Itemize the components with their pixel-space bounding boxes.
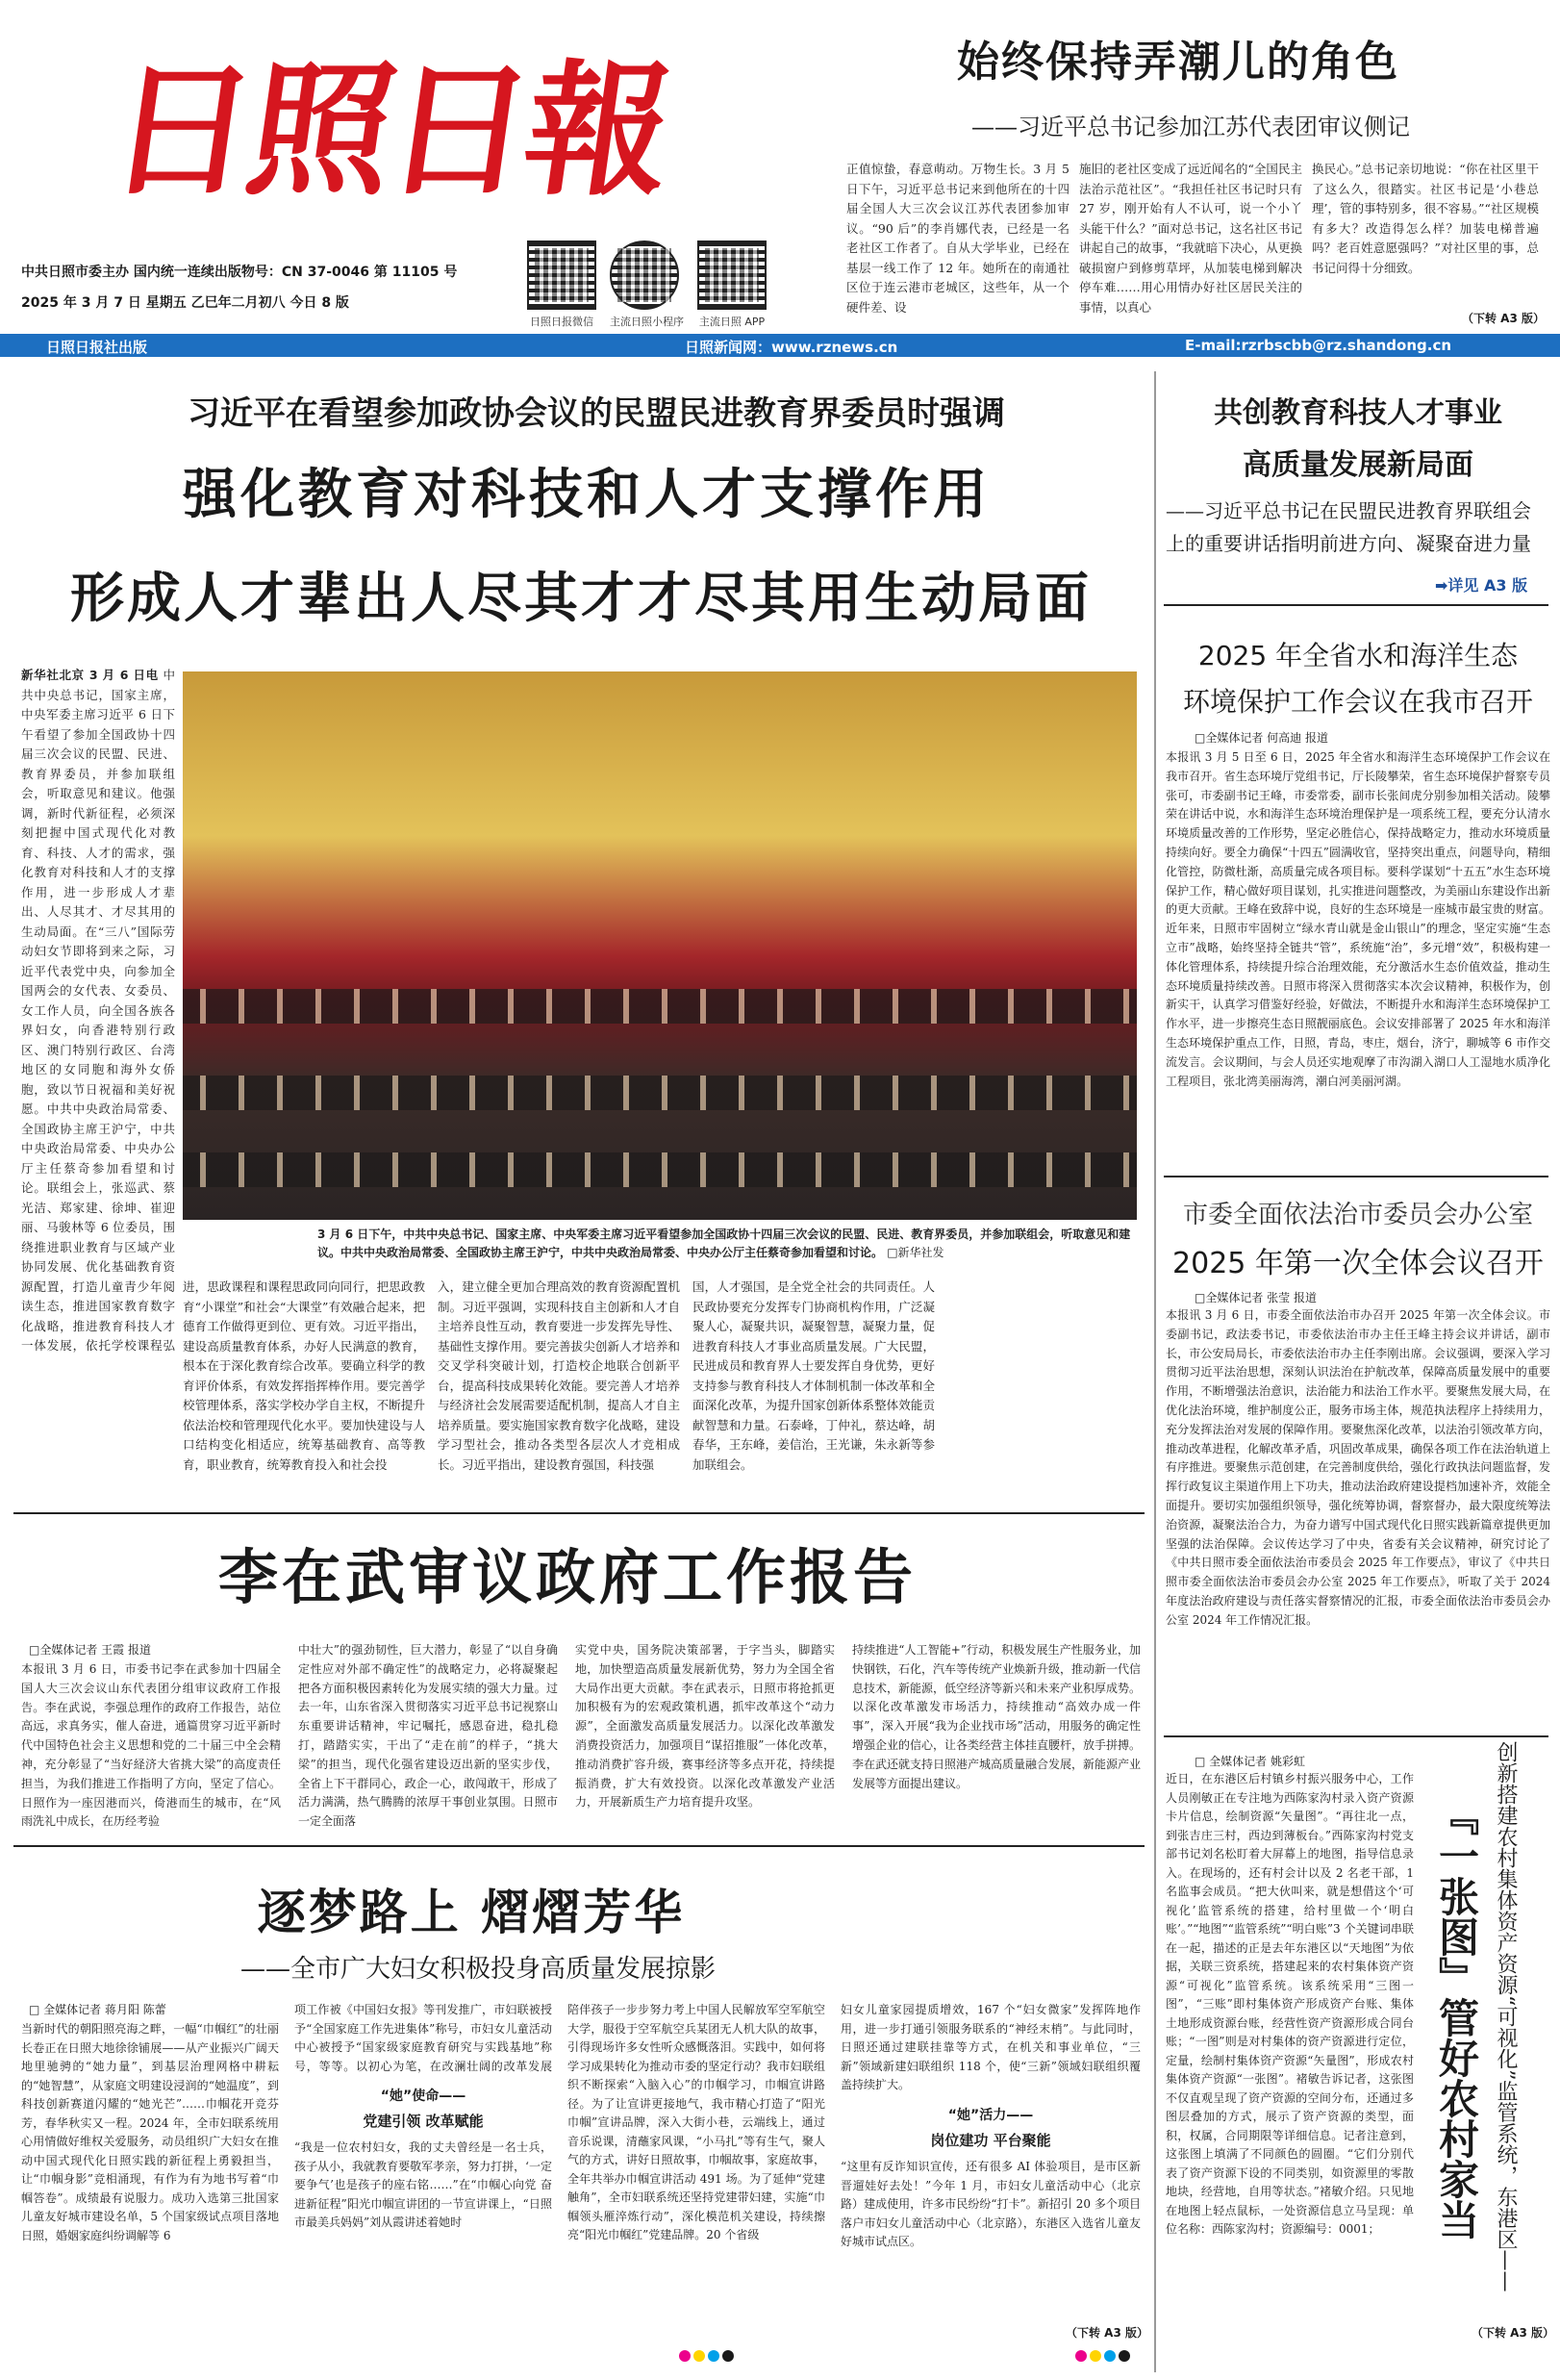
- lead-headline-2: 形成人才辈出人尽其才才尽其用生动局面: [70, 568, 1092, 630]
- top-story-col1: 正值惊蛰，春意萌动。万物生长。3 月 5 日下午，习近平总书记来到他所在的十四届全国人大三次会议江苏代表团参加审议。“90 后”的李肖娜代表，已经是一名老社区工作者了。自从大学毕业，已经在基层一线工作了 12 年。她所在的南通社区位于连云港市老城区，这些年，从一个硬件差、设: [846, 162, 1069, 315]
- qr-wechat[interactable]: [527, 241, 596, 329]
- feature-subhead: ——习近平总书记在民盟民进教育界联组会上的重要讲话指明前进方向、凝聚奋进力量: [1166, 499, 1531, 555]
- report-headline: 李在武审议政府工作报告: [217, 1542, 917, 1612]
- lead-col-a: 进，思政课程和课程思政同向同行，把思政教育“小课堂”和社会“大课堂”有效融合起来，把德育工作做得更到位、更有效。习近平指出，建设高质量教育体系，办好人民满意的教育，根本在于深化教育综合改革。要确立科学的教育评价体系，有效发挥指挥棒作用。要完善学校管理体系，落实学校办学自主权，不断提升依法治校和管理现代化水平。要加快建设与人口结构变化相适应，统筹基础教育、高等教育，职业教育，统筹教育投入和社会投: [183, 1279, 425, 1472]
- asset-vertical-subtitle: 创新搭建农村集体资产资源“可视化”监管系统，东港区——: [1494, 1741, 1518, 2292]
- qr-caption: 主流日照小程序: [610, 316, 684, 328]
- info-bar-publisher: 日照日报社出版: [46, 339, 148, 356]
- dream-col4-text: “这里有反诈知识宣传，还有很多 AI 体验项目，是市区新晋遛娃好去处！”今年 1 月，市妇女儿童活动中心（北京路）建成使用，许多市民纷纷“打卡”。新招引 20 多个项目落户市妇女儿童活动中心（北京路），东港区入选省儿童友好城市试点区。: [841, 2160, 1141, 2248]
- divider: [13, 1845, 1145, 1847]
- lead-headline-1: 强化教育对科技和人才支撑作用: [183, 464, 991, 526]
- black-dot-icon: [722, 2350, 734, 2362]
- dream-continue[interactable]: （下转 A3 版）: [1066, 2326, 1148, 2340]
- lead-dateline: 新华社北京 3 月 6 日电: [21, 668, 159, 682]
- lead-col-b: 入，建立健全更加合理高效的教育资源配置机制。习近平强调，实现科技自主创新和人才自主培养良性互动，教育要进一步发挥先导性、基础性支撑作用。要完善拔尖创新人才培养和交叉学科突破计划，打造校企地联合创新平台，提高科技成果转化效能。要完善人才培养与经济社会发展需要适配机制，提高人才自主培养质量。要实施国家教育数字化战略，建设学习型社会，推动各类型各层次人才竞相成长。习近平指出，建设教育强国，科技强: [438, 1279, 680, 1472]
- dream-subsection-title: “她”活力——: [947, 2108, 1034, 2123]
- report-byline: □全媒体记者 王霞 报道: [29, 1643, 151, 1657]
- divider: [1164, 1735, 1548, 1737]
- cyan-dot-icon: [708, 2350, 719, 2362]
- column-divider: [1154, 371, 1156, 2372]
- yellow-dot-icon: [693, 2350, 705, 2362]
- dream-col2: [294, 2001, 552, 2320]
- top-story-col3: 换民心。”总书记亲切地说：“你在社区里干了这么久，很踏实。社区书记是‘小巷总理’，管的事特别多，很不容易。”“社区规模有多大？改造得怎么样？加装电梯普遍吗？老百姓意愿强吗？”对社区里的事，总书记问得十分细致。: [1312, 162, 1539, 275]
- dream-col4: [841, 2001, 1141, 2320]
- feature-see-more-link[interactable]: ➡详见 A3 版: [1435, 576, 1528, 595]
- lead-col-c: 国，人才强国，是全党全社会的共同责任。人民政协要充分发挥专门协商机构作用，广泛凝聚人心，凝聚共识，凝聚智慧，凝聚力量，促进教育科技人才事业高质量发展。广大民盟，民进成员和教育界人士要发挥自身优势，更好支持参与教育科技人才体制机制一体改革和全面深化改革，为提升国家创新体系整体效能贡献智慧和力量。石泰峰，丁仲礼，蔡达峰，胡春华，王东峰，姜信治，王光谦，朱永新等参加联组会。: [692, 1279, 935, 1472]
- qr-caption: 日照日报微信: [530, 316, 593, 328]
- divider: [13, 1512, 1145, 1514]
- lead-kicker: 习近平在看望参加政协会议的民盟民进教育界委员时强调: [188, 394, 1005, 433]
- color-registration-marks: [679, 2347, 737, 2366]
- info-bar-email[interactable]: E-mail:rzrbscbb@rz.shandong.cn: [1185, 337, 1452, 354]
- lead-col1: [21, 666, 175, 1358]
- dream-col1: 当新时代的朝阳照亮海之畔，一幅“巾帼红”的壮丽长卷正在日照大地徐徐铺展——从产业振兴广阔天地里驰骋的“她力量”，到基层治理网格中耕耘的“她智慧”，从家庭文明建设浸润的“她温度”，到科技创新赛道闪耀的“她光芒”……巾帼花开竞芬芳，春华秋实又一程。2024 年，全市妇联系统用心用情做好维权关爱服务，动员组织广大妇女在推动中国式现代化日照实践的新征程上勇毅担当，让“巾帼身影”竞相涌现，有作为有为地书写着“巾帼答卷”。成绩最有说服力。成功入选第三批国家儿童友好城市建设名单，5 个国家级试点项目落地日照，婚姻家庭纠纷调解等 6: [21, 2022, 279, 2242]
- qr-miniapp[interactable]: [610, 241, 684, 329]
- magenta-dot-icon: [679, 2350, 691, 2362]
- photo-credit: □新华社发: [887, 1246, 944, 1259]
- yellow-dot-icon: [1090, 2350, 1101, 2362]
- lead-photo: [183, 671, 1137, 1220]
- dream-col2-text: 项工作被《中国妇女报》等刊发推广，市妇联被授予“全国家庭工作先进集体”称号，市妇女儿童活动中心被授予“国家级家庭教育研究与实践基地”称号，等等。以初心为笔，在改澜壮阔的改革发展: [294, 2003, 552, 2073]
- info-bar-website[interactable]: 日照新闻网：www.rznews.cn: [685, 339, 898, 356]
- feature-headline-1: 共创教育科技人才事业: [1214, 396, 1502, 430]
- report-col1: 本报讯 3 月 6 日，市委书记李在武参加十四届全国人大三次会议山东代表团分组审议政府工作报告。李在武说，李强总理作的政府工作报告，站位高远，求真务实，催人奋进，通篇贯穿习近平新时代中国特色社会主义思想和党的二十届三中全会精神，充分彰显了“当好経济大省挑大梁”的高度责任担当，为我们推进工作指明了方向，坚定了信心。日照作为一座因港而兴，倚港而生的城市，在“风雨洗礼中成长，在历经考验: [21, 1662, 281, 1829]
- black-dot-icon: [1119, 2350, 1130, 2362]
- dream-subhead: ——全市广大妇女积极投身高质量发展掠影: [240, 1955, 717, 1984]
- report-col4: 持续推进“人工智能+”行动，积极发展生产性服务业，加快钢铁，石化，汽车等传统产业焕新升级，推动新一代信息技术，新能源，低空经济等新兴和未来产业积厚成势。以深化改革激发市场活力，持续推动“高效办成一件事”，深入开展“我为企业找市场”活动，用服务的确定性增强企业的信心，让各类经营主体挂直腰杆，放手拼搏。李在武还就支持日照港产城高质量融合发展，新能源产业发展等方面提出建议。: [852, 1643, 1141, 1790]
- top-story-continue[interactable]: （下转 A3 版）: [1462, 312, 1545, 325]
- dream-subsection-title: 党建引领 改革赋能: [363, 2113, 484, 2130]
- top-story-col2: 施旧的老社区变成了远近闻名的“全国民主法治示范社区”。“我担任社区书记时只有 27 岁，刚开始有人不认可，说一个小丫头能干什么？”面对总书记，这名社区书记讲起自己的故事，“我就暗下决心，从更换破损窗户到修剪草坪，从加装电梯到解决停车难……用心用情办好社区居民关注的事情，以真心: [1079, 162, 1302, 315]
- date-line: 2025 年 3 月 7 日 星期五 乙巳年二月初八 今日 8 版: [21, 295, 349, 311]
- ocean-byline: □全媒体记者 何高迪 报道: [1195, 731, 1328, 745]
- dream-byline: □ 全媒体记者 蒋月阳 陈蕾: [29, 2003, 166, 2016]
- top-story-subhead: ——习近平总书记参加江苏代表团审议侧记: [971, 114, 1410, 140]
- ocean-headline-2: 环境保护工作会议在我市召开: [1182, 686, 1533, 718]
- qr-code-icon: [610, 241, 679, 310]
- divider: [1164, 1176, 1548, 1177]
- dream-col3: 陪伴孩子一步步努力考上中国人民解放军空军航空大学，服役于空军航空兵某团无人机大队的故事，引得现场许多女性听众感慨落泪。实践中，如何将学习成果转化为推动市委的坚定行动？我市妇联组织不断探索“入脑入心”的巾帼学习，巾帼宣讲路径。为了让宣讲更接地气，我市精心打造了“阳光巾帼”宣讲品牌，深入大街小巷，云端线上，通过音乐说课，清蘸家风课，“小马扎”等有生气，聚人气的方式，讲好日照故事，巾帼故事，家庭故事，全年共举办巾帼宣讲活动 491 场。为了延伸“党建触角”，全市妇联系统还坚持党建带妇建，实施“巾帼领头雁淬炼行动”，深化模范机关建设，持续擦亮“阳光巾帼红”党建品牌。20 个省级: [567, 2003, 825, 2241]
- qr-caption: 主流日照 APP: [698, 316, 766, 328]
- info-bar: [0, 334, 1560, 357]
- cyan-dot-icon: [1104, 2350, 1116, 2362]
- report-col3: 实党中央，国务院决策部署，于字当头，脚踏实地，加快塑造高质量发展新优势，努力为全国全省大局作出更大贡献。李在武表示，日照市将抢抓更加积极有为的宏观政策机遇，抓牢改革这个“动力源”，全面激发高质量发展活力。以深化改革激发消费投资活力，加强项目“谋招推服”一体化改革，推动消费扩容升级，赛事经济等多点开花，持续提振消费，扩大有效投资。以深化改革激发产业活力，开展新质生产力培育提升攻坚。: [575, 1643, 835, 1810]
- dream-headline: 逐梦路上 熠熠芳华: [257, 1885, 686, 1940]
- law-byline: □全媒体记者 张莹 报道: [1195, 1291, 1317, 1304]
- lead-photo-caption: [317, 1226, 1140, 1262]
- color-registration-marks: [1075, 2347, 1133, 2366]
- law-headline-1: 市委全面依法治市委员会办公室: [1182, 1201, 1533, 1229]
- ocean-body: 本报讯 3 月 5 日至 6 日，2025 年全省水和海洋生态环境保护工作会议在我市召开。省生态环境厅党组书记，厅长陵攀荣，省生态环境保护督察专员张可，市委副书记王峰，市委常委，副市长张间虎分别参加相关活动。陵攀荣在讲话中说，水和海洋生态环境治理保护是一项系统工程，要充分认清水环境质量改善的工作形势，坚定必胜信心，保持战略定力，推动水环境质量持续向好。要全力确保“十四五”圆满收官，坚持突出重点，问题导向，精细化管控，防微杜渐，高质量完成各项目标。要科学谋划“十五五”水生态环境保护工作，精心做好项目谋划，扎实推进问题整改，为美丽山东建设作出新的更大贡献。王峰在致辞中说，良好的生态环境是一座城市最宝贵的财富。近年来，日照市牢固树立“绿水青山就是金山银山”的理念，坚定实施“生态立市”战略，始终坚持全链共“管”，系统施“治”，多元增“效”，积极构建一体化管理体系，持续提升综合治理效能，充分激活水生态价值效益，推动生态环境质量持续改善。日照市将深入贯彻落实本次会议精神，积极作为，创新实干，认真学习借鉴好经验，好做法，不断提升水和海洋生态环境保护工作水平，进一步擦亮生态日照靓丽底色。会议安排部署了 2025 年水和海洋生态环境保护重点工作，日照，青岛，枣庄，烟台，济宁，聊城等 6 市作交流发言。会议期间，与会人员还实地观摩了市沟湖入湖口人工湿地水质净化工程项目，张北湾美丽海湾，潮白河美丽河湖。: [1166, 750, 1550, 1088]
- masthead-logo: 日照日報: [98, 46, 677, 215]
- asset-body: 近日，在东港区后村镇乡村振兴服务中心，工作人员刚敏正在专注地为西陈家沟村录入资产资源卡片信息，绘制资源“矢量图”。“再往北一点，到张吉庄三村，西边到薄板台。”西陈家沟村党支部书记刘名松盯着大屏幕上的地图，指导信息录入。在现场的，还有村会计以及 2 名老干部，1 名监事会成员。“把大伙叫来，就是想借这个‘可视化’监管系统的搭建，给村里做一个‘明白账’。”“地图”“监管系统”“明白账”3 个关键词串联在一起，描述的正是去年东港区以“天地图”为依据，关联三资系统，搭建起来的农村集体资产资源“可视化”监管系统。该系统采用“三图一图”，“三账”即村集体资产形成资产台账、集体土地形成资源台账，经营性资产资源形成合同台账；“一图”则是对村集体的资产资源进行定位，定量，绘制村集体资产资源“矢量图”，形成农村集体资产资源“一张图”。褚敏告诉记者，这张图不仅直观呈现了资产资源的空间分布，还通过多图层叠加的方式，展示了资产资源的类型，面积，权属，合同期限等详细信息。记者注意到，这张图上填满了不同颜色的圆圈。“它们分别代表了资产资源下设的不同类别，如资源里的零散地块，经营地，自用等状态。”褚敏介绍。只见地在地图上轻点鼠标，一处资源信息立马呈现：单位名称：西陈家沟村；资源编号：0001；: [1166, 1772, 1414, 2236]
- dream-col2-text: “我是一位农村妇女，我的丈夫曾经是一名士兵，孩子从小，我就教育要敬军孝亲，努力打拼，‘一定要争气’也是孩子的座右铭……”在“巾帼心向党 奋进新征程”阳光巾帼宣讲团的一节宣讲课上，“日照市最美兵妈妈”刘从霞讲述着她时: [294, 2140, 552, 2229]
- magenta-dot-icon: [1075, 2350, 1087, 2362]
- asset-vertical-title: 『一张图』管好农村家当: [1433, 1795, 1480, 2240]
- divider: [1164, 604, 1548, 606]
- ocean-headline-1: 2025 年全省水和海洋生态: [1197, 640, 1519, 671]
- feature-headline-2: 高质量发展新局面: [1243, 448, 1473, 482]
- dream-subsection-title: “她”使命——: [380, 2089, 466, 2104]
- asset-continue[interactable]: （下转 A3 版）: [1472, 2326, 1554, 2340]
- publisher-line: 中共日照市委主办 国内统一连续出版物号：CN 37-0046 第 11105 号: [21, 265, 458, 280]
- qr-code-group: [527, 241, 767, 329]
- law-headline-2: 2025 年第一次全体会议召开: [1172, 1247, 1544, 1280]
- qr-code-icon: [527, 241, 596, 310]
- qr-app[interactable]: [697, 241, 767, 329]
- dream-subsection-title: 岗位建功 平台聚能: [930, 2132, 1051, 2149]
- top-story-headline: 始终保持弄潮儿的角色: [957, 38, 1399, 87]
- report-col2: 中壮大”的强劲韧性，巨大潜力，彰显了“以自身确定性应对外部不确定性”的战略定力，必将凝聚起把各方面积极因素转化为发展实绩的强大力量。过去一年，山东省深入贯彻落实习近平总书记视察山东重要讲话精神，牢记嘱托，感恩奋进，稳扎稳打，踏踏实实，干出了“走在前”的样子，“挑大梁”的担当，现代化强省建设迈出新的坚实步伐，全省上下干群同心，政企一心，敢闯敢干，形成了活力满满，热气腾腾的浓厚干事创业氛围。日照市一定全面落: [298, 1643, 558, 1829]
- dream-col4-text: 妇女儿童家园提质增效，167 个“妇女微家”发挥阵地作用，进一步打通引领服务联系的“神经末梢”。与此同时，日照还通过建联挂靠等方式，在机关和事业单位，“三新”领域新建妇联组织 118 个，使“三新”领域妇联组织覆盖持续扩大。: [841, 2003, 1141, 2091]
- law-body: 本报讯 3 月 6 日，市委全面依法治市办召开 2025 年第一次全体会议。市委副书记，政法委书记，市委依法治市办主任王峰主持会议并讲话，副市长，市公安局局长，市委依法治市办主任李刚出席。会议强调，要深入学习贯彻习近平法治思想，深刻认识法治在护航改革，保障高质量发展中的重要作用，不断增强法治意识，法治能力和法治工作水平。要聚焦发展大局，在优化法治环境，维护制度公正，服务市场主体，规范执法程序上持续用力，充分发挥法治对发展的保障作用。要聚焦深化改革，以法治引领改革方向，推动改革进程，化解改革矛盾，巩固改革成果，确保各项工作在法治轨道上有序推进。要聚焦示范创建，在完善制度供给，强化行政执法问题监督，发挥行政复议主渠道作用上下功夫，推动法治政府建设提档加速补齐，效能全面提升。要切实加强组织领导，强化统筹协调，督察督办，最大限度统筹法治资源，凝聚法治合力，为奋力谱写中国式现代化日照实践新篇章提供更加坚强的法治保障。会议传达学习了中央，省委有关会议精神，研究讨论了《中共日照市委全面依法治市委员会 2025 年工作要点》，审议了《中共日照市委全面依法治市委员会办公室 2025 年工作要点》，听取了关于 2024 年度法治政府建设与责任落实督察情况的汇报，市委全面依法治市委员会办公室 2024 年工作情况汇报。: [1166, 1308, 1550, 1627]
- lead-col1-text: 中共中央总书记，国家主席，中央军委主席习近平 6 日下午看望了参加全国政协十四届三次会议的民盟、民进、教育界委员，并参加联组会，听取意见和建议。他强调，新时代新征程，必须深刻把握中国式现代化对教育、科技、人才的需求，强化教育对科技和人才的支撑作用，进一步形成人才辈出、人尽其才、才尽其用的生动局面。在“三八”国际劳动妇女节即将到来之际，习近平代表党中央，向参加全国两会的女代表、女委员、女工作人员，向全国各族各界妇女，向香港特别行政区、澳门特别行政区、台湾地区的女同胞和海外女侨胞，致以节日祝福和美好祝愿。中共中央政治局常委、全国政协主席王沪宁，中共中央政治局常委、中央办公厅主任蔡奇参加看望和讨论。联组会上，张巡武、蔡光洁、郑家建、徐坤、崔迎丽、马骏林等 6 位委员，围绕推进职业教育与区域产业协同发展、优化基础教育资源配置，打造儿童青少年阅读生态，推进国家教育数字化战略，推进教育科技人才一体发展，依托学校课程弘: [21, 668, 175, 1353]
- qr-code-icon: [697, 241, 767, 310]
- asset-byline: □ 全媒体记者 姚彩虹: [1195, 1755, 1305, 1768]
- caption-text: 3 月 6 日下午，中共中央总书记、国家主席、中央军委主席习近平看望参加全国政协十四届三次会议的民盟、民进、教育界委员，并参加联组会，听取意见和建议。中共中央政治局常委、全国政协主席王沪宁，中共中央政治局常委、中央办公厅主任蔡奇参加看望和讨论。: [317, 1228, 1131, 1259]
